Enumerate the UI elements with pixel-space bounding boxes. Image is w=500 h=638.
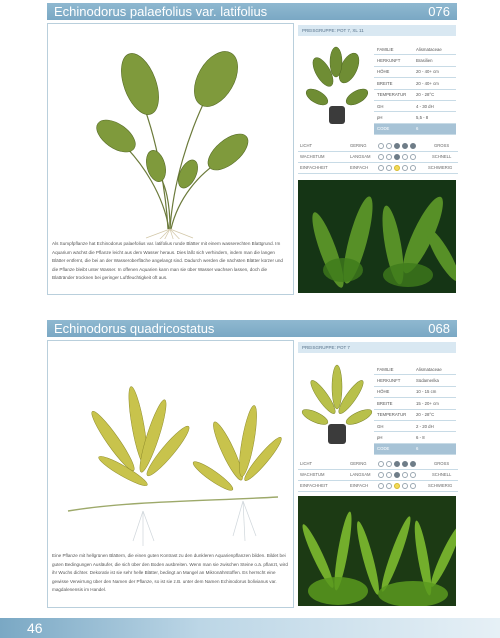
fact-row: pH 6 - 8 <box>374 432 456 443</box>
scale-dot <box>410 143 416 149</box>
fact-row: pH 5,5 - 8 <box>374 112 456 123</box>
plant-title: Echinodorus palaefolius var. latifolius <box>54 4 268 19</box>
plant-facts-table <box>374 364 456 455</box>
scale-dot <box>386 483 392 489</box>
scale-dot <box>402 472 408 478</box>
plant-illustration <box>48 24 293 239</box>
price-group-bar: PREISGRUPPE: POT 7 <box>298 342 456 353</box>
scale-dot <box>378 143 384 149</box>
section-header <box>47 320 457 337</box>
scale-dot <box>402 483 408 489</box>
scale-dot <box>394 143 400 149</box>
scale-dot <box>394 472 400 478</box>
plant-thumbnail <box>301 42 373 142</box>
fact-row: BREITE 15 - 20+ cm <box>374 398 456 409</box>
scale-dot <box>386 165 392 171</box>
plant-description: Eine Pflanze mit hellgrünen Blättern, die einen guten Kontrast zu den dunkleren Aquarienpflanzen bilden. Bildet bei guten Bedingungen Ausläufer, die sich über den Boden ausbreiten. Wenn man sie zwischen Steine o.ä. pflanzt, wird ihr Wuchs dichter. Dekorativ ist sie sehr helle Blätter, bedingt an Mangel an Mikronährstoffen. Es herrscht eine gewisse Verwirrung über den Namen der Pflanze, so ist sie z.B. unter dem Namen Echinodorus bolivianus var. magdalenensis im Handel. <box>52 553 288 593</box>
fact-row-code: CODE 6 <box>374 443 456 454</box>
scale-row-light: LICHT GERING GROSS <box>298 141 458 152</box>
plant-illustration <box>48 341 293 551</box>
care-scale <box>298 141 458 175</box>
fact-row: HERKUNFT Südamerika <box>374 375 456 386</box>
scale-dot <box>386 472 392 478</box>
scale-dot <box>394 154 400 160</box>
aquarium-photo <box>298 496 456 606</box>
price-group-bar: PREISGRUPPE: POT 7, XL 11 <box>298 25 456 36</box>
scale-dot <box>378 154 384 160</box>
plant-title: Echinodorus quadricostatus <box>54 321 215 336</box>
fact-row: FAMILIE Alismataceae <box>374 364 456 375</box>
scale-dot <box>402 154 408 160</box>
scale-row-difficulty: EINFACHHEIT EINFACH SCHWIERIG <box>298 481 458 492</box>
plant-illustration-panel <box>47 340 294 608</box>
scale-dot <box>394 483 400 489</box>
scale-dot <box>378 483 384 489</box>
fact-row: GH 2 - 20 dH <box>374 420 456 431</box>
scale-row-growth: WACHSTUM LANGSAM SCHNELL <box>298 152 458 163</box>
plant-section-1 <box>0 0 500 310</box>
fact-row: FAMILIE Alismataceae <box>374 44 456 55</box>
scale-dot <box>386 461 392 467</box>
plant-facts-table <box>374 44 456 135</box>
scale-dot <box>394 165 400 171</box>
scale-dot <box>410 154 416 160</box>
fact-row: HÖHE 20 - 40+ cm <box>374 66 456 77</box>
plant-number: 068 <box>428 321 450 336</box>
fact-row: HÖHE 10 - 15 cm <box>374 386 456 397</box>
plant-thumbnail <box>301 362 373 457</box>
aquarium-photo <box>298 180 456 293</box>
scale-dot <box>378 165 384 171</box>
scale-row-growth: WACHSTUM LANGSAM SCHNELL <box>298 470 458 481</box>
fact-row: TEMPERATUR 20 - 28°C <box>374 89 456 100</box>
plant-section-2 <box>0 318 500 618</box>
scale-dot <box>410 483 416 489</box>
page-number: 46 <box>27 620 43 636</box>
fact-row-code: CODE 6 <box>374 123 456 134</box>
care-scale <box>298 459 458 493</box>
plant-illustration-panel <box>47 23 294 295</box>
scale-dot <box>410 165 416 171</box>
scale-dot <box>402 461 408 467</box>
scale-dot <box>410 461 416 467</box>
section-header <box>47 3 457 20</box>
scale-dot <box>378 472 384 478</box>
fact-row: BREITE 20 - 40+ cm <box>374 78 456 89</box>
plant-description: Als Sumpfpflanze hat Echinodorus palaefolius var. latifolius runde Blätter mit einem wasserechten Blattgrund. Im Aquarium wächst die Pflanze leicht aus dem Wasser heraus. Dies läßt sich verhindern, indem man die langen Blätter entfernt, die bei an der Wasseroberfläche angelangt sind. Dadurch werden die nächsten Blätter kürzer und die Pflanze bleibt unter Wasser. In offenen Aquarien kann man sie über Wasser wachsen lassen, doch die Blattränder trocknen bei geringer Luftfeuchtigkeit oft aus. <box>52 241 283 281</box>
fact-row: GH 4 - 30 dH <box>374 100 456 111</box>
footer-bar <box>0 618 500 638</box>
fact-row: TEMPERATUR 20 - 28°C <box>374 409 456 420</box>
scale-row-difficulty: EINFACHHEIT EINFACH SCHWIERIG <box>298 163 458 174</box>
scale-dot <box>378 461 384 467</box>
scale-dot <box>402 143 408 149</box>
scale-dot <box>386 154 392 160</box>
scale-dot <box>402 165 408 171</box>
scale-dot <box>386 143 392 149</box>
scale-row-light: LICHT GERING GROSS <box>298 459 458 470</box>
scale-dot <box>410 472 416 478</box>
fact-row: HERKUNFT Brasilien <box>374 55 456 66</box>
plant-number: 076 <box>428 4 450 19</box>
scale-dot <box>394 461 400 467</box>
